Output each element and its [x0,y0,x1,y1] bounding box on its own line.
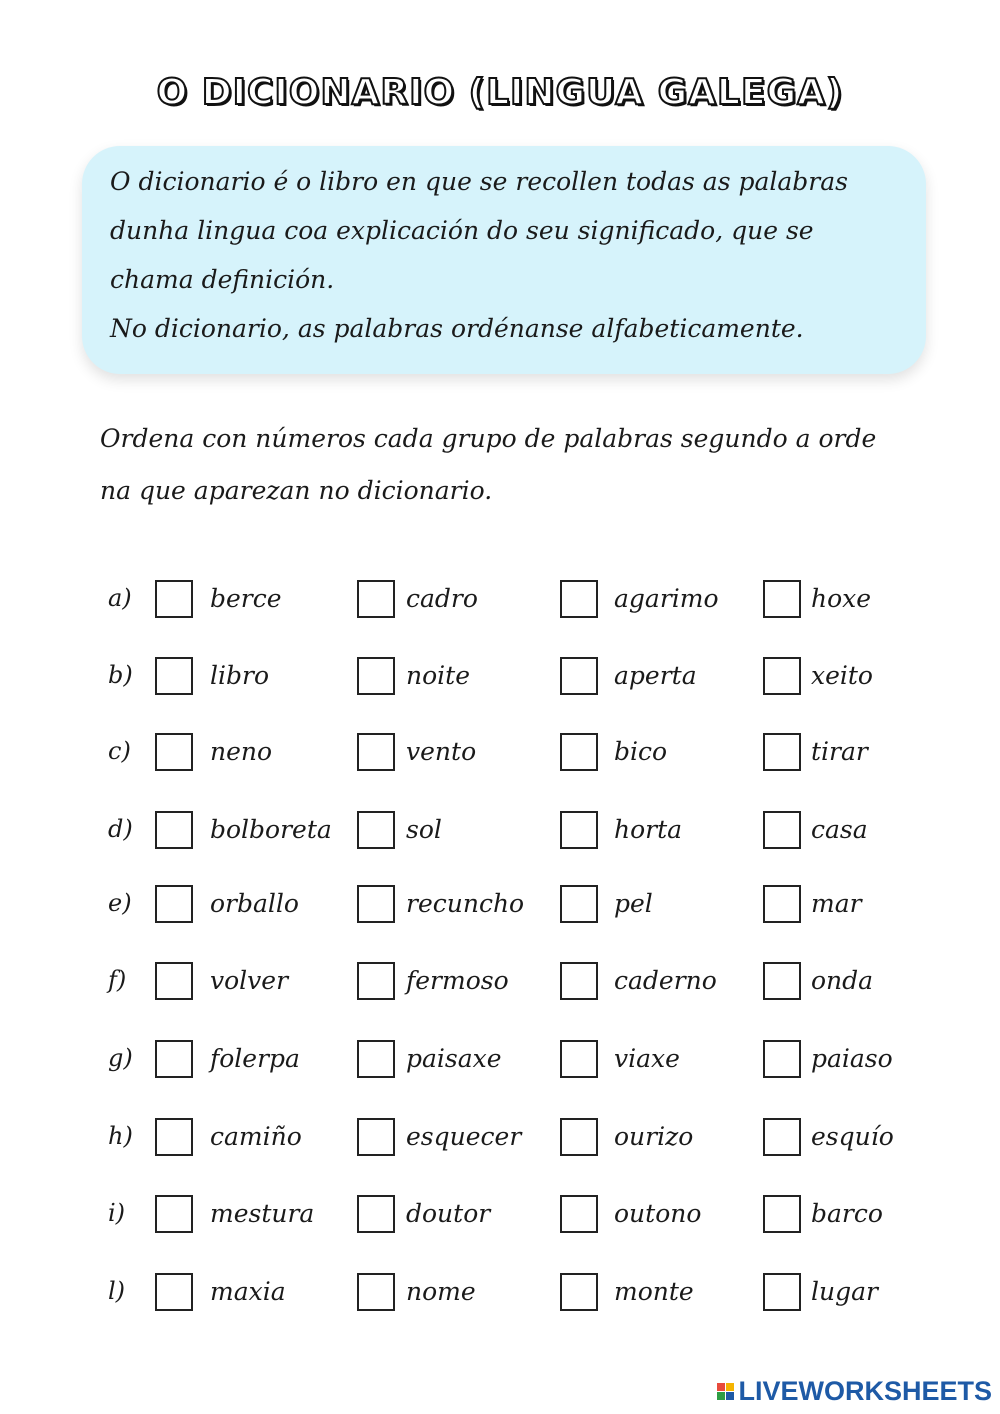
word-item: xeito [811,661,873,690]
row-label: d) [108,815,133,843]
order-number-input[interactable] [560,733,598,771]
order-number-input[interactable] [763,1195,801,1233]
word-item: bico [614,737,668,766]
order-number-input[interactable] [357,885,395,923]
word-item: camiño [210,1122,302,1151]
word-item: outono [614,1199,702,1228]
order-number-input[interactable] [357,1040,395,1078]
instruction-line-1: Ordena con números cada grupo de palabras segundo a orde [100,424,877,453]
word-item: maxia [210,1277,286,1306]
order-number-input[interactable] [357,580,395,618]
order-number-input[interactable] [560,580,598,618]
row-label: c) [108,737,131,765]
order-number-input[interactable] [155,580,193,618]
word-item: esquío [811,1122,894,1151]
order-number-input[interactable] [763,1040,801,1078]
row-label: f) [108,966,127,994]
word-item: folerpa [210,1044,300,1073]
word-item: horta [614,815,683,844]
order-number-input[interactable] [357,657,395,695]
word-item: aperta [614,661,697,690]
order-number-input[interactable] [763,1118,801,1156]
order-number-input[interactable] [155,1273,193,1311]
word-item: mestura [210,1199,315,1228]
order-number-input[interactable] [560,811,598,849]
word-item: noite [406,661,470,690]
word-item: orballo [210,889,299,918]
word-item: lugar [811,1277,878,1306]
order-number-input[interactable] [763,962,801,1000]
word-item: caderno [614,966,717,995]
order-number-input[interactable] [763,580,801,618]
word-item: neno [210,737,273,766]
word-item: recuncho [406,889,525,918]
order-number-input[interactable] [560,962,598,1000]
order-number-input[interactable] [763,657,801,695]
order-number-input[interactable] [155,1040,193,1078]
word-item: doutor [406,1199,491,1228]
word-item: volver [210,966,289,995]
word-item: bolboreta [210,815,332,844]
order-number-input[interactable] [763,1273,801,1311]
word-item: monte [614,1277,694,1306]
definition-line-4: No dicionario, as palabras ordénanse alfabeticamente. [110,314,804,343]
word-item: fermoso [406,966,509,995]
row-label: h) [108,1122,133,1150]
word-item: agarimo [614,584,719,613]
word-item: tirar [811,737,868,766]
liveworksheets-logo [717,1376,992,1407]
row-label: b) [108,661,133,689]
word-item: berce [210,584,282,613]
word-item: nome [406,1277,476,1306]
order-number-input[interactable] [560,1273,598,1311]
word-item: onda [811,966,874,995]
order-number-input[interactable] [155,962,193,1000]
order-number-input[interactable] [155,811,193,849]
order-number-input[interactable] [763,885,801,923]
word-item: vento [406,737,477,766]
order-number-input[interactable] [357,1195,395,1233]
row-label: a) [108,584,132,612]
order-number-input[interactable] [155,733,193,771]
definition-line-2: dunha lingua coa explicación do seu significado, que se [110,216,814,245]
definition-line-3: chama definición. [110,265,335,294]
order-number-input[interactable] [357,811,395,849]
order-number-input[interactable] [357,733,395,771]
word-item: barco [811,1199,883,1228]
row-label: e) [108,889,132,917]
word-item: cadro [406,584,478,613]
order-number-input[interactable] [155,885,193,923]
word-item: casa [811,815,868,844]
order-number-input[interactable] [763,733,801,771]
word-item: paiaso [811,1044,893,1073]
order-number-input[interactable] [560,657,598,695]
word-item: esquecer [406,1122,522,1151]
order-number-input[interactable] [357,1118,395,1156]
page-title: O DICIONARIO (LINGUA GALEGA) [156,72,844,113]
row-label: i) [108,1199,126,1227]
order-number-input[interactable] [357,1273,395,1311]
order-number-input[interactable] [560,1195,598,1233]
liveworksheets-logo-text: LIVEWORKSHEETS [738,1376,992,1406]
order-number-input[interactable] [155,1118,193,1156]
order-number-input[interactable] [155,1195,193,1233]
order-number-input[interactable] [560,885,598,923]
word-item: ourizo [614,1122,694,1151]
word-item: viaxe [614,1044,680,1073]
order-number-input[interactable] [560,1118,598,1156]
order-number-input[interactable] [155,657,193,695]
order-number-input[interactable] [763,811,801,849]
instruction-line-2: na que aparezan no dicionario. [100,476,493,505]
word-item: pel [614,889,653,918]
order-number-input[interactable] [560,1040,598,1078]
word-item: mar [811,889,862,918]
word-item: paisaxe [406,1044,502,1073]
word-item: hoxe [811,584,872,613]
order-number-input[interactable] [357,962,395,1000]
definition-line-1: O dicionario é o libro en que se recollen todas as palabras [110,167,848,196]
word-item: libro [210,661,269,690]
liveworksheets-logo-icon [717,1383,734,1400]
word-item: sol [406,815,442,844]
row-label: g) [108,1044,133,1072]
row-label: l) [108,1277,126,1305]
